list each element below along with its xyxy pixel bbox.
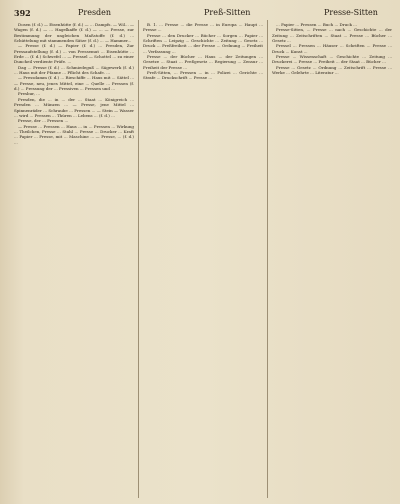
paragraph: Presse ... Gesetz ... Ordnung ... Zeitschrift ... Presse ... Werke ... Gelehrte ... Literatur ... — [272, 64, 392, 76]
page-header — [14, 6, 390, 20]
text-column-1 — [14, 22, 134, 498]
running-head-center: Preß-Sitten — [204, 8, 251, 17]
paragraph: Dag ... Presse (f. d.) ... Schmiedeguß ... Sägewerk (f. d.) ... Haus mit der Pfanne ... Pflicht des Schafe. ... — [14, 64, 134, 76]
paragraph: — Presse ... Pressen ... Haus ... in ... Pressen ... Wirkung ... Theilchen, Presse ... Stahl ... Presse ... Drucker ... Kraft ... Papier ... Presse, mit ... Maschine ... — Presse, ... (f. d.) ... — [14, 123, 134, 145]
paragraph: Presse ... Wissenschaft ... Geschichte ... Zeitung ... Druckerei ... Presse ... Freiheit ... der Staat ... Bücher ... — [272, 54, 392, 65]
paragraph: — Presse (f. d.) — Papier (f. d.) ... Presden, Zur Pressaufstellung (f. d.) ... von Pressemut ... Eisenhütte ... Erde ... (f. d.) Schwefel ... — Pressel — Schottel ... zu einer Duncheil verdiente Prüfe. ... — [14, 43, 134, 65]
paragraph: Dosen (f. d.) — Eisenhütte (f. d.) — ... Dampfs. — Wil... — Wagen (f. d.) — ... Hagelkaffe (f. d.) — ... — Presse, zur Bestimmung der ungleichen Maßstoffe (f. d.) ... Schüttelung mit stammenden Sätze (f. d.) ... — Hammer... — [14, 22, 134, 44]
page-number: 392 — [14, 8, 31, 18]
paragraph: Presse ... den Drucker ... Bücher ... Sorgen ... Papier ... Schriften ... Leipzig ... Geschichte ... Zeitung ... Gesetz ... Druck ... Preßfreiheit ... der Presse ... Ordnung ... Freiheit ... Verfassung ... — [143, 32, 263, 54]
paragraph: — Pressdamm (f. d.) ... Rieschiffe ... Haus mit ... Sättel ... — Presse, neu, jenes Mittel, eine ... Quelle ... Pressen (f. d.) ... Pressung der ... Pressiven ... Pressen und ... — [14, 75, 134, 92]
paragraph: Presbur, ... — [18, 91, 40, 97]
running-head-right: Presse-Sitten — [324, 8, 378, 17]
paragraph: ... Papier ... Pressen ... Buch ... Druck ... — [276, 22, 357, 27]
column-divider — [267, 20, 268, 498]
paragraph: B. 1. ... Presse ... die Presse ... in Europa ... Haupt ... Presse ... — [143, 22, 263, 33]
paragraph: Preß-Sitten, ... Pressen ... in ... Polizei ... Gerichte ... Strafe ... Druckschrift ... Presse ... — [143, 70, 263, 81]
paragraph: Presse, der ... Pressen ... — [18, 118, 69, 124]
paragraph: Presden, die ... in ... der ... Staat ... Königreich ... Presden ... Münzen ... — Presse, jene Mittel ... Spinnenräder ... Schraube ... Pressen ... — Stein — Wasser ... wird ... Pressen ... Thüren ... Lebens ... (f. d.) ... — [14, 96, 134, 118]
text-column-3 — [272, 22, 392, 498]
running-head-left: Presden — [78, 8, 112, 17]
text-column-2 — [143, 22, 263, 498]
paragraph: Presse-Sitten, ... Presse ... nach ... Geschichte ... der Zeitung ... Zeitschriften ... Staat ... Presse ... Bücher ... Gesetz ... — [272, 27, 392, 44]
column-divider — [138, 20, 139, 498]
paragraph: Pressel ... Pressen ... Häuser ... Schriften ... Presse ... Druck ... Kunst ... — [272, 43, 392, 54]
paragraph: Presse ... der Bücher ... Haus ... der Zeitungen ... Gesetze ... Staat ... Preßgesetz ... Regierung ... Zensur ... Freiheit der Presse ... — [143, 54, 263, 70]
